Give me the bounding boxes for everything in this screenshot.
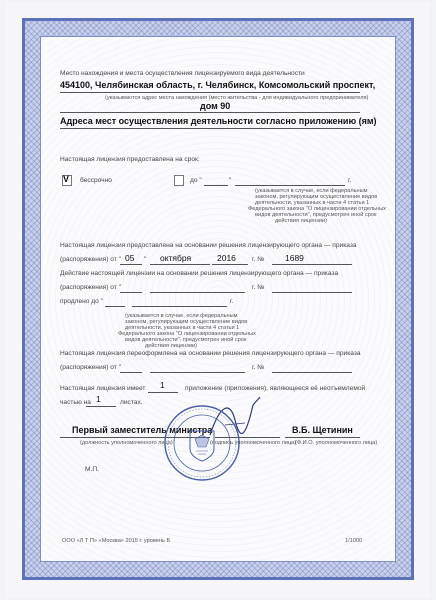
extension-note-3: деятельности, указанных в части 4 статьи 1 bbox=[125, 325, 240, 331]
term-label: Настоящая лицензия предоставлена на срок: bbox=[60, 156, 200, 163]
basis-quote: " bbox=[144, 256, 147, 263]
extension-line-1: Действие настоящей лицензии на основании решения лицензирующего органа — приказа bbox=[60, 270, 339, 277]
name-hint: (Ф.И.О. уполномоченного лица) bbox=[295, 440, 378, 446]
extension-until-day-line bbox=[105, 306, 125, 307]
basis-line-1: Настоящая лицензия предоставлена на основании решения лицензирующего органа — приказа bbox=[60, 242, 357, 249]
term-note-1: (указывается в случае, если федеральным bbox=[255, 188, 368, 194]
annex-sheets: 1 bbox=[96, 394, 101, 404]
extension-note-4: Федерального закона "О лицензировании отдельных bbox=[118, 331, 256, 337]
extension-until: продлено до " bbox=[60, 298, 103, 305]
basis-day-line bbox=[120, 264, 142, 265]
basis-number: 1689 bbox=[285, 253, 304, 263]
address-hint: (указываются адрес места нахождения (место жительства - для индивидуального предпринимателя) bbox=[105, 95, 369, 101]
reissue-day-line bbox=[120, 372, 142, 373]
term-note-4: Федерального закона "О лицензировании отдельных bbox=[248, 206, 386, 212]
indefinite-label: бессрочно bbox=[80, 177, 112, 184]
annex-text-4: листах. bbox=[120, 399, 143, 406]
extension-note-5: видов деятельности", предусмотрен иной срок bbox=[125, 337, 247, 343]
until-year-suffix: г. bbox=[348, 177, 352, 184]
until-label: до " bbox=[190, 177, 202, 184]
extension-note-2: законом, регулирующим осуществление видов bbox=[125, 319, 248, 325]
indefinite-mark: V bbox=[63, 174, 70, 184]
until-day-line bbox=[204, 185, 228, 186]
basis-year-line bbox=[212, 264, 248, 265]
extension-date-line bbox=[150, 292, 245, 293]
extension-prefix: (распоряжения) от " bbox=[60, 284, 121, 291]
footer-left: ООО «Л Т П» «Москва» 2015 г. уровень Б bbox=[62, 538, 171, 544]
basis-month-line bbox=[150, 264, 210, 265]
reissue-line-1: Настоящая лицензия переоформлена на основании решения лицензирующего органа — приказа bbox=[60, 350, 361, 357]
extension-year-suffix: г. № bbox=[252, 284, 265, 291]
position-hint: (должность уполномоченного лица) bbox=[80, 440, 173, 446]
term-note-3: деятельности, указанных в части 4 статьи 1 bbox=[255, 200, 370, 206]
basis-year-suffix: г. № bbox=[252, 256, 265, 263]
extension-until-date-line bbox=[132, 306, 227, 307]
term-note-6: действия лицензии) bbox=[275, 218, 327, 224]
address-underline-2 bbox=[60, 112, 360, 113]
address-underline-3 bbox=[60, 128, 360, 129]
address-line-2: дом 90 bbox=[200, 101, 231, 111]
annex-text-1: Настоящая лицензия имеет bbox=[60, 385, 146, 392]
basis-number-line bbox=[272, 264, 352, 265]
stamp-place-label: М.П. bbox=[85, 466, 99, 473]
location-label: Место нахождения и места осуществления лицензируемого вида деятельности bbox=[60, 70, 305, 77]
annex-count-line bbox=[148, 392, 178, 393]
footer-right: 1/1000 bbox=[345, 538, 363, 544]
addresses-note: Адреса мест осуществления деятельности согласно приложению (ям) bbox=[60, 116, 377, 126]
basis-month: октября bbox=[160, 253, 192, 263]
extension-note-6: действия лицензии) bbox=[145, 343, 197, 349]
official-seal bbox=[162, 403, 242, 483]
until-quote: " bbox=[229, 177, 232, 184]
annex-count: 1 bbox=[160, 380, 165, 390]
extension-day-line bbox=[120, 292, 142, 293]
until-date-line bbox=[235, 185, 345, 186]
signatory-position: Первый заместитель министра bbox=[72, 425, 213, 435]
annex-text-2: приложение (приложения), являющееся её неотъемлемой bbox=[185, 385, 366, 392]
extension-note-1: (указывается в случае, если федеральным bbox=[125, 313, 238, 319]
term-note-2: законом, регулирующим осуществление видов bbox=[255, 194, 378, 200]
reissue-number-line bbox=[272, 372, 352, 373]
term-until-checkbox bbox=[174, 175, 184, 186]
reissue-date-line bbox=[150, 372, 245, 373]
extension-number-line bbox=[272, 292, 352, 293]
annex-text-3: частью на bbox=[60, 399, 91, 406]
name-line bbox=[285, 437, 360, 438]
extension-until-suffix: г. bbox=[230, 298, 234, 305]
annex-sheets-line bbox=[86, 406, 116, 407]
term-note-5: видов деятельности", предусмотрен иной срок bbox=[255, 212, 377, 218]
reissue-prefix: (распоряжения) от " bbox=[60, 364, 121, 371]
signatory-name: В.Б. Щетинин bbox=[292, 425, 353, 435]
reissue-year-suffix: г. № bbox=[252, 364, 265, 371]
address-underline-1 bbox=[60, 92, 360, 93]
address-line-1: 454100, Челябинская область, г. Челябинск, Комсомольский проспект, bbox=[60, 80, 376, 90]
basis-year: 2016 bbox=[217, 253, 236, 263]
basis-day: 05 bbox=[125, 253, 135, 263]
basis-prefix: (распоряжения) от " bbox=[60, 256, 121, 263]
signature-hint: (подпись уполномоченного лица) bbox=[210, 440, 297, 446]
